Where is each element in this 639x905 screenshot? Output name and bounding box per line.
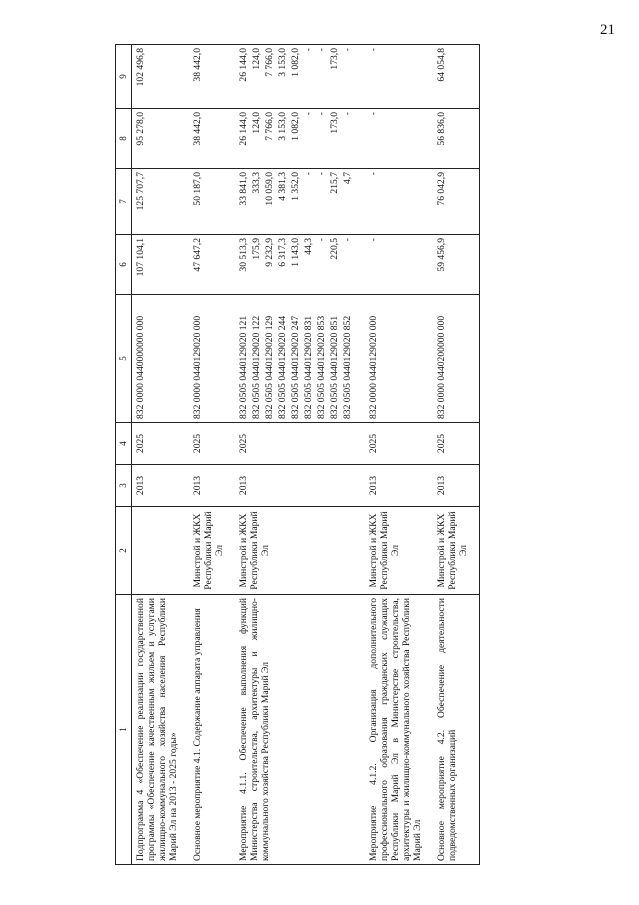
- funds-2024-value: -: [303, 48, 314, 52]
- col-header-1: 1: [116, 595, 132, 865]
- header-row: [116, 45, 132, 865]
- table-row: [235, 45, 365, 865]
- cell-end-year: 2025: [433, 423, 480, 465]
- funds-2022-value: 333,3: [251, 172, 262, 194]
- cell-start-year: 2013: [433, 465, 480, 507]
- budget-code-value: 832 0505 0440129020 121: [238, 315, 249, 419]
- budget-code-value: 832 0505 0440129020 852: [342, 315, 353, 419]
- col-header-4: 4: [116, 423, 132, 465]
- page-number: 21: [600, 22, 615, 38]
- funds-2021-value: -: [342, 238, 353, 242]
- cell-start-year: 2013: [132, 465, 190, 507]
- cell-funds-2023: [433, 109, 480, 169]
- cell-funds-2024: [235, 45, 365, 109]
- cell-funds-2021: [365, 235, 433, 295]
- cell-start-year: 2013: [235, 465, 365, 507]
- cell-end-year: 2025: [235, 423, 365, 465]
- budget-code-value: 832 0000 0440000000 000: [135, 315, 146, 419]
- funds-2023-value: 26 144,0: [238, 112, 249, 146]
- cell-funds-2023: [132, 109, 190, 169]
- cell-funds-2022: [235, 169, 365, 235]
- funds-2022-value: 4,7: [342, 172, 353, 184]
- funds-2024-value: 124,0: [251, 48, 262, 70]
- budget-code-value: 832 0000 0440129020 000: [368, 315, 379, 419]
- funds-2023-value: -: [368, 112, 379, 116]
- funds-2024-value: 1 082,0: [290, 48, 301, 77]
- cell-budget-code: [235, 295, 365, 423]
- cell-budget-code: [433, 295, 480, 423]
- funds-2023-value: -: [342, 112, 353, 116]
- funds-2024-value: 64 054,8: [436, 48, 447, 82]
- funds-2022-value: 76 042,9: [436, 172, 447, 206]
- funds-2021-value: 107 104,1: [135, 238, 146, 277]
- cell-program-name: Основное мероприятие 4.1. Содержание аппарата управления: [189, 595, 235, 865]
- cell-funds-2024: [365, 45, 433, 109]
- cell-executor: [132, 507, 190, 595]
- cell-end-year: 2025: [365, 423, 433, 465]
- cell-executor: Минстрой и ЖКХ Республики Марий Эл: [189, 507, 235, 595]
- budget-code-value: 832 0505 0440129020 851: [329, 315, 340, 419]
- funds-2021-value: 47 647,2: [192, 238, 203, 272]
- funds-2023-value: 56 836,0: [436, 112, 447, 146]
- cell-funds-2024: [433, 45, 480, 109]
- cell-program-name: Мероприятие 4.1.2. Организация дополнительного профессионального образования гражданских служащих Республики Марий Эл в Министерстве строительства, архитектуры и жилищно-коммунального хозяйства Республики Марий Эл: [365, 595, 433, 865]
- funds-2021-value: 175,9: [251, 238, 262, 260]
- funds-2021-value: -: [368, 238, 379, 242]
- cell-funds-2021: [132, 235, 190, 295]
- budget-code-value: 832 0505 0440129020 853: [316, 315, 327, 419]
- cell-program-name: Основное мероприятие 4.2. Обеспечение деятельности подведомственных организаций: [433, 595, 480, 865]
- funds-2021-value: 1 143,0: [290, 238, 301, 267]
- cell-funds-2023: [235, 109, 365, 169]
- cell-funds-2022: [132, 169, 190, 235]
- funds-2021-value: 220,5: [329, 238, 340, 260]
- col-header-5: 5: [116, 295, 132, 423]
- cell-funds-2024: [189, 45, 235, 109]
- funds-2022-value: -: [316, 172, 327, 176]
- funds-2023-value: 3 153,0: [277, 112, 288, 141]
- funds-2022-value: 215,7: [329, 172, 340, 194]
- table-row: [365, 45, 433, 865]
- cell-program-name: Подпрограмма 4 «Обеспечение реализации государственной программы «Обеспечение качественным жильем и услугами жилищно-коммунального хозяйства населения Республики Марий Эл на 2013 - 2025 годы»: [132, 595, 190, 865]
- funds-2024-value: 26 144,0: [238, 48, 249, 82]
- funds-2021-value: 59 456,9: [436, 238, 447, 272]
- cell-funds-2022: [189, 169, 235, 235]
- cell-funds-2021: [189, 235, 235, 295]
- budget-code-value: 832 0505 0440129020 247: [290, 315, 301, 419]
- funds-2023-value: 173,0: [329, 112, 340, 134]
- funds-2022-value: 50 187,0: [192, 172, 203, 206]
- col-header-2: 2: [116, 507, 132, 595]
- cell-funds-2022: [365, 169, 433, 235]
- col-header-8: 8: [116, 109, 132, 169]
- cell-executor: Минстрой и ЖКХ Республики Марий Эл: [433, 507, 480, 595]
- cell-end-year: 2025: [189, 423, 235, 465]
- cell-budget-code: [189, 295, 235, 423]
- cell-executor: Минстрой и ЖКХ Республики Марий Эл: [365, 507, 433, 595]
- cell-funds-2021: [433, 235, 480, 295]
- col-header-7: 7: [116, 169, 132, 235]
- funds-2021-value: 44,3: [303, 238, 314, 255]
- budget-code-value: 832 0000 0440129020 000: [192, 315, 203, 419]
- funds-2024-value: -: [316, 48, 327, 52]
- budget-code-value: 832 0505 0440129020 831: [303, 315, 314, 419]
- cell-funds-2021: [235, 235, 365, 295]
- funds-2022-value: 10 059,0: [264, 172, 275, 206]
- cell-start-year: 2013: [189, 465, 235, 507]
- funds-2024-value: 7 766,0: [264, 48, 275, 77]
- funds-2024-value: -: [342, 48, 353, 52]
- budget-code-value: 832 0505 0440129020 244: [277, 315, 288, 419]
- funds-2023-value: 38 442,0: [192, 112, 203, 146]
- funds-2021-value: -: [316, 238, 327, 242]
- funds-2022-value: 4 381,3: [277, 172, 288, 201]
- table-row: [189, 45, 235, 865]
- cell-funds-2023: [189, 109, 235, 169]
- cell-budget-code: [132, 295, 190, 423]
- funds-2022-value: -: [303, 172, 314, 176]
- cell-budget-code: [365, 295, 433, 423]
- table-row: [433, 45, 480, 865]
- funds-2022-value: 1 352,0: [290, 172, 301, 201]
- funds-2024-value: -: [368, 48, 379, 52]
- cell-program-name: Мероприятие 4.1.1. Обеспечение выполнения функций Министерства строительства, архитектуры и жилищно-коммунального хозяйства Республики Марий Эл: [235, 595, 365, 865]
- col-header-3: 3: [116, 465, 132, 507]
- funds-2024-value: 38 442,0: [192, 48, 203, 82]
- funds-2024-value: 102 496,8: [135, 48, 146, 87]
- funds-2023-value: 124,0: [251, 112, 262, 134]
- table-row: [132, 45, 190, 865]
- funds-2022-value: -: [368, 172, 379, 176]
- cell-funds-2024: [132, 45, 190, 109]
- col-header-9: 9: [116, 45, 132, 109]
- cell-end-year: 2025: [132, 423, 190, 465]
- funds-2023-value: 95 278,0: [135, 112, 146, 146]
- funds-2024-value: 173,0: [329, 48, 340, 70]
- funds-2023-value: -: [303, 112, 314, 116]
- budget-table: [115, 44, 480, 865]
- budget-code-value: 832 0505 0440129020 129: [264, 315, 275, 419]
- budget-code-value: 832 0505 0440129020 122: [251, 315, 262, 419]
- budget-code-value: 832 0000 0440200000 000: [436, 315, 447, 419]
- cell-funds-2022: [433, 169, 480, 235]
- funds-2021-value: 30 513,3: [238, 238, 249, 272]
- funds-2022-value: 125 707,7: [135, 172, 146, 211]
- cell-start-year: 2013: [365, 465, 433, 507]
- col-header-6: 6: [116, 235, 132, 295]
- cell-executor: Минстрой и ЖКХ Республики Марий Эл: [235, 507, 365, 595]
- funds-2021-value: 6 317,3: [277, 238, 288, 267]
- funds-2024-value: 3 153,0: [277, 48, 288, 77]
- funds-2022-value: 33 841,0: [238, 172, 249, 206]
- cell-funds-2023: [365, 109, 433, 169]
- funds-2023-value: 1 082,0: [290, 112, 301, 141]
- funds-2023-value: 7 766,0: [264, 112, 275, 141]
- funds-2021-value: 9 232,9: [264, 238, 275, 267]
- funds-2023-value: -: [316, 112, 327, 116]
